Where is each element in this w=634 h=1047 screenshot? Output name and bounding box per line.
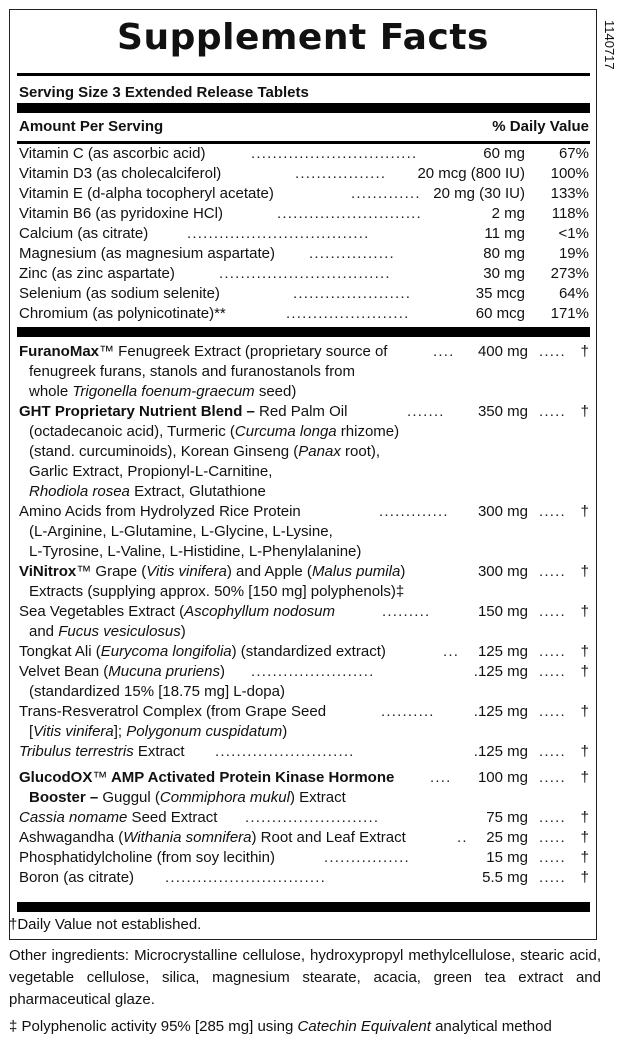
amount: 400 mg bbox=[477, 343, 528, 360]
blend-text: fenugreek furans, stanols and furanostanols from bbox=[29, 363, 356, 380]
daily-value-footnote: †Daily Value not established. bbox=[9, 916, 202, 933]
amount: 25 mg bbox=[486, 829, 528, 846]
blend-text: Extract bbox=[133, 743, 185, 760]
blend-text: ) bbox=[282, 723, 288, 740]
amount: 150 mg bbox=[477, 603, 528, 620]
list-item: Tribulus terrestris Extract .......................... .125 mg ..... † bbox=[19, 743, 589, 760]
latin-name: Withania somnifera bbox=[123, 829, 252, 846]
list-item: Sea Vegetables Extract (Ascophyllum nodosum ......... 150 mg ..... † bbox=[19, 603, 589, 620]
polyphenolic-note bbox=[9, 1018, 552, 1035]
trademark: ™ bbox=[92, 769, 108, 786]
daily-value: † bbox=[580, 563, 589, 580]
blend-name: AMP Activated Protein Kinase Hormone bbox=[107, 769, 395, 786]
daily-value: † bbox=[580, 503, 589, 520]
blend-text: ) bbox=[400, 563, 406, 580]
vitamin-row: Vitamin E (d-alpha tocopheryl acetate) ............. 20 mg (30 IU) 133% bbox=[19, 185, 589, 202]
amount: 80 mg bbox=[483, 245, 525, 262]
latin-name: Eurycoma longifolia bbox=[100, 643, 232, 660]
nutrient-label: Magnesium (as magnesium aspartate) bbox=[19, 245, 275, 262]
blend-text: seed) bbox=[254, 383, 297, 400]
latin-name: Curcuma longa bbox=[234, 423, 337, 440]
nutrient-label: Chromium (as polynicotinate)** bbox=[19, 305, 226, 322]
list-item: Boron (as citrate) .............................. 5.5 mg ..... † bbox=[19, 869, 589, 886]
daily-value: † bbox=[580, 403, 589, 420]
vitamin-row: Chromium (as polynicotinate)** ....................... 60 mcg 171% bbox=[19, 305, 589, 322]
daily-value: 19% bbox=[558, 245, 589, 262]
amount: 20 mg (30 IU) bbox=[433, 185, 525, 202]
daily-value: <1% bbox=[558, 225, 589, 242]
nutrient-label: Vitamin D3 (as cholecalciferol) bbox=[19, 165, 222, 182]
list-item: Cassia nomame Seed Extract ......................... 75 mg ..... † bbox=[19, 809, 589, 826]
amount: 15 mg bbox=[486, 849, 528, 866]
amount: .125 mg bbox=[473, 703, 528, 720]
blend-name: GlucodOX bbox=[19, 769, 93, 786]
daily-value-label: % Daily Value bbox=[492, 118, 589, 135]
blend-text: Phosphatidylcholine (from soy lecithin) bbox=[19, 849, 275, 866]
blend-name: ViNitrox bbox=[19, 563, 77, 580]
amount: 11 mg bbox=[484, 225, 525, 242]
blend-text: Tongkat Ali ( bbox=[19, 643, 101, 660]
blend-text: Fenugreek Extract (proprietary source of bbox=[114, 343, 388, 360]
serving-size: Serving Size 3 Extended Release Tablets bbox=[19, 84, 309, 101]
blend-text: Grape ( bbox=[91, 563, 147, 580]
daily-value: 64% bbox=[558, 285, 589, 302]
blend-text: Extract, Glutathione bbox=[129, 483, 266, 500]
daily-value: † bbox=[580, 829, 589, 846]
blend-text: Garlic Extract, Propionyl-L-Carnitine, bbox=[29, 463, 273, 480]
vitamin-row: Zinc (as zinc aspartate) ................................ 30 mg 273% bbox=[19, 265, 589, 282]
amount: .125 mg bbox=[473, 743, 528, 760]
blend-name: Booster – bbox=[29, 789, 99, 806]
blend-text: ) bbox=[180, 623, 186, 640]
list-item: GHT Proprietary Nutrient Blend – Red Palm Oil ....... 350 mg ..... † bbox=[19, 403, 589, 420]
daily-value: 171% bbox=[550, 305, 589, 322]
blend-text: whole bbox=[29, 383, 73, 400]
amount: 20 mcg (800 IU) bbox=[417, 165, 525, 182]
nutrient-label: Vitamin B6 (as pyridoxine HCl) bbox=[19, 205, 223, 222]
vitamin-row: Vitamin C (as ascorbic acid) ............................... 60 mg 67% bbox=[19, 145, 589, 162]
daily-value: † bbox=[580, 849, 589, 866]
latin-name: Vitis vinifera bbox=[146, 563, 227, 580]
divider-thick bbox=[17, 902, 590, 912]
latin-name: Tribulus terrestris bbox=[19, 743, 134, 760]
other-ingredients: Other ingredients: Microcrystalline cellulose, hydroxypropyl methylcellulose, stearic acid, vegetable cellulose, silica, magnesium stearate, acacia, green tea extract and pharmaceutical glaze. bbox=[9, 947, 601, 1008]
list-item: Ashwagandha (Withania somnifera) Root and Leaf Extract .. 25 mg ..... † bbox=[19, 829, 589, 846]
blend-text: L-Tyrosine, L-Valine, L-Histidine, L-Phenylalanine) bbox=[29, 543, 362, 560]
daily-value: 118% bbox=[551, 205, 589, 222]
note-text: analytical method bbox=[430, 1018, 552, 1035]
latin-name: Vitis vinifera bbox=[33, 723, 114, 740]
latin-name: Commiphora mukul bbox=[159, 789, 290, 806]
amount-per-serving-label: Amount Per Serving bbox=[19, 118, 164, 135]
amount: 2 mg bbox=[491, 205, 525, 222]
daily-value: 100% bbox=[550, 165, 589, 182]
blend-text: ) Root and Leaf Extract bbox=[251, 829, 406, 846]
nutrient-label: Selenium (as sodium selenite) bbox=[19, 285, 220, 302]
vitamin-row: Calcium (as citrate) .................................. 11 mg <1% bbox=[19, 225, 589, 242]
latin-name: Panax bbox=[298, 443, 341, 460]
blend-text: Ashwagandha ( bbox=[19, 829, 124, 846]
amount: 35 mcg bbox=[475, 285, 525, 302]
blend-text: Trans-Resveratrol Complex (from Grape Seed bbox=[19, 703, 327, 720]
vitamin-list bbox=[19, 144, 589, 324]
blend-text: Velvet Bean ( bbox=[19, 663, 109, 680]
amount-header bbox=[19, 118, 589, 135]
blend-text: Red Palm Oil bbox=[254, 403, 348, 420]
daily-value: 67% bbox=[558, 145, 589, 162]
blend-text: ]; bbox=[113, 723, 127, 740]
amount: 5.5 mg bbox=[482, 869, 528, 886]
blend-text: Sea Vegetables Extract ( bbox=[19, 603, 185, 620]
nutrient-label: Vitamin C (as ascorbic acid) bbox=[19, 145, 206, 162]
amount: 60 mcg bbox=[475, 305, 525, 322]
daily-value: † bbox=[580, 643, 589, 660]
daily-value: † bbox=[580, 663, 589, 680]
blend-text: (standardized 15% [18.75 mg] L-dopa) bbox=[29, 683, 285, 700]
blend-text: ) bbox=[219, 663, 225, 680]
blend-text: rhizome) bbox=[336, 423, 400, 440]
blend-text: Amino Acids from Hydrolyzed Rice Protein bbox=[19, 503, 301, 520]
note-text: ‡ Polyphenolic activity 95% [285 mg] using bbox=[9, 1018, 298, 1035]
blend-text: root), bbox=[340, 443, 381, 460]
latin-name: Trigonella foenum-graecum bbox=[72, 383, 255, 400]
latin-name: Fucus vesiculosus bbox=[58, 623, 181, 640]
vitamin-row: Magnesium (as magnesium aspartate) ................ 80 mg 19% bbox=[19, 245, 589, 262]
daily-value: † bbox=[580, 703, 589, 720]
vitamin-row: Vitamin B6 (as pyridoxine HCl) ........................... 2 mg 118% bbox=[19, 205, 589, 222]
blend-text: Guggul ( bbox=[98, 789, 160, 806]
panel-title: Supplement Facts bbox=[117, 17, 489, 58]
blend-text: (octadecanoic acid), Turmeric ( bbox=[29, 423, 235, 440]
list-item: Amino Acids from Hydrolyzed Rice Protein ............. 300 mg ..... † bbox=[19, 503, 589, 520]
daily-value: † bbox=[580, 343, 589, 360]
blend-name: FuranoMax bbox=[19, 343, 100, 360]
vitamin-row: Vitamin D3 (as cholecalciferol) ................. 20 mcg (800 IU) 100% bbox=[19, 165, 589, 182]
blend-name: GHT Proprietary Nutrient Blend – bbox=[19, 403, 255, 420]
blend-text: (stand. curcuminoids), Korean Ginseng ( bbox=[29, 443, 299, 460]
amount: 350 mg bbox=[477, 403, 528, 420]
divider bbox=[17, 73, 590, 76]
daily-value: † bbox=[580, 603, 589, 620]
list-item: Phosphatidylcholine (from soy lecithin) ................ 15 mg ..... † bbox=[19, 849, 589, 866]
latin-name: Rhodiola rosea bbox=[29, 483, 130, 500]
supplement-facts-panel bbox=[9, 9, 597, 940]
nutrient-label: Zinc (as zinc aspartate) bbox=[19, 265, 175, 282]
divider-thick bbox=[17, 327, 590, 337]
blend-text: (L-Arginine, L-Glutamine, L-Glycine, L-Lysine, bbox=[29, 523, 333, 540]
blend-list bbox=[19, 342, 589, 888]
blend-text: and bbox=[29, 623, 59, 640]
list-item: ViNitrox™ Grape (Vitis vinifera) and Apple (Malus pumila) 300 mg ..... † bbox=[19, 563, 589, 580]
list-item: GlucodOX™ AMP Activated Protein Kinase Hormone .... 100 mg ..... † bbox=[19, 769, 589, 786]
amount: 60 mg bbox=[483, 145, 525, 162]
daily-value: † bbox=[580, 769, 589, 786]
amount: .125 mg bbox=[473, 663, 528, 680]
amount: 300 mg bbox=[477, 563, 528, 580]
amount: 75 mg bbox=[486, 809, 528, 826]
blend-text: ) Extract bbox=[289, 789, 346, 806]
daily-value: † bbox=[580, 809, 589, 826]
blend-text: Boron (as citrate) bbox=[19, 869, 135, 886]
list-item: Tongkat Ali (Eurycoma longifolia) (standardized extract) ... 125 mg ..... † bbox=[19, 643, 589, 660]
side-code bbox=[597, 14, 627, 104]
divider-thick bbox=[17, 103, 590, 113]
nutrient-label: Calcium (as citrate) bbox=[19, 225, 149, 242]
latin-name: Mucuna pruriens bbox=[108, 663, 220, 680]
list-item: Velvet Bean (Mucuna pruriens) ....................... .125 mg ..... † bbox=[19, 663, 589, 680]
nutrient-label: Vitamin E (d-alpha tocopheryl acetate) bbox=[19, 185, 274, 202]
blend-text: Seed Extract bbox=[127, 809, 218, 826]
daily-value: 273% bbox=[550, 265, 589, 282]
list-item: FuranoMax™ Fenugreek Extract (proprietary source of .... 400 mg ..... † bbox=[19, 343, 589, 360]
side-code-text: 1140717 bbox=[602, 20, 617, 70]
amount: 30 mg bbox=[483, 265, 525, 282]
daily-value: † bbox=[580, 869, 589, 886]
blend-text: ) (standardized extract) bbox=[231, 643, 386, 660]
latin-name: Ascophyllum nodosum bbox=[184, 603, 336, 620]
latin-name: Polygonum cuspidatum bbox=[126, 723, 283, 740]
vitamin-row: Selenium (as sodium selenite) ...................... 35 mcg 64% bbox=[19, 285, 589, 302]
daily-value: 133% bbox=[550, 185, 589, 202]
daily-value: † bbox=[580, 743, 589, 760]
latin-name: Cassia nomame bbox=[19, 809, 128, 826]
note-italic: Catechin Equivalent bbox=[297, 1018, 431, 1035]
trademark: ™ bbox=[76, 563, 92, 580]
amount: 100 mg bbox=[477, 769, 528, 786]
blend-text: [ bbox=[29, 723, 34, 740]
amount: 125 mg bbox=[477, 643, 528, 660]
blend-text: Extracts (supplying approx. 50% [150 mg] polyphenols)‡ bbox=[29, 583, 405, 600]
amount: 300 mg bbox=[477, 503, 528, 520]
latin-name: Malus pumila bbox=[311, 563, 401, 580]
list-item: Trans-Resveratrol Complex (from Grape Seed .......... .125 mg ..... † bbox=[19, 703, 589, 720]
blend-text: ) and Apple ( bbox=[226, 563, 312, 580]
trademark: ™ bbox=[99, 343, 115, 360]
